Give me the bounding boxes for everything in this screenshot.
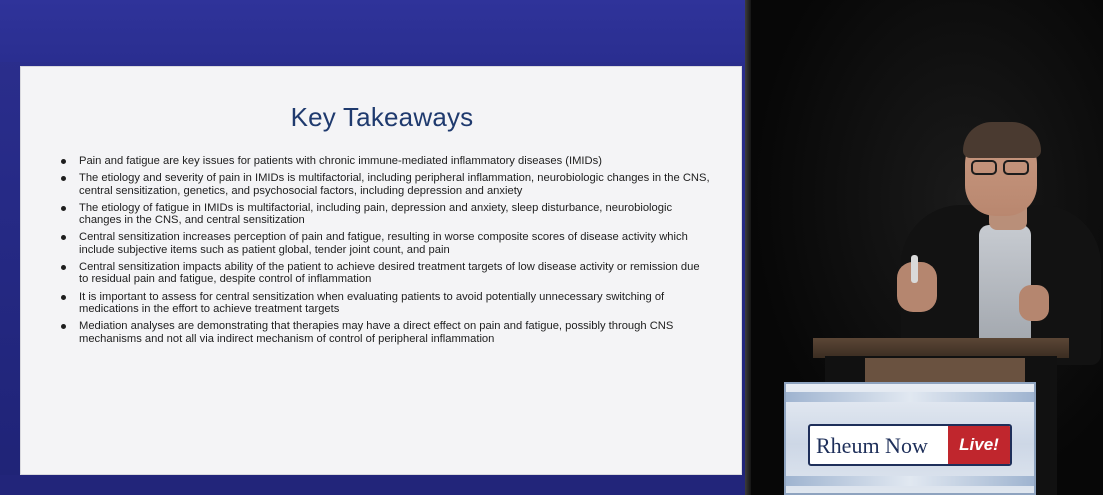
podium-top	[813, 338, 1069, 358]
takeaway-text: The etiology and severity of pain in IMIDs is multifactorial, including peripheral inflammation, neurobiologic changes in the CNS, central sensitization, genetics, and psychosocial factors, including depression and anxiety	[79, 172, 710, 197]
takeaway-text: Pain and fatigue are key issues for patients with chronic immune-mediated inflammatory diseases (IMIDs)	[79, 155, 602, 167]
rheum-now-live-logo	[808, 424, 1012, 466]
glasses-lens-left	[971, 160, 997, 175]
bullet-dot-icon	[61, 324, 66, 329]
takeaway-item	[61, 231, 711, 256]
logo-live-text: Live!	[948, 426, 1010, 464]
glasses-icon	[969, 160, 1031, 176]
sign-stripe	[786, 392, 1034, 402]
glasses-lens-right	[1003, 160, 1029, 175]
bullet-dot-icon	[61, 176, 66, 181]
logo-main-text: Rheum Now	[816, 433, 928, 458]
takeaways-list	[61, 155, 711, 350]
podium-sign	[784, 382, 1036, 495]
takeaway-text: Central sensitization increases perception of pain and fatigue, resulting in worse composite scores of disease activity which include subjective items such as patient global, tender joint count, and pain	[79, 231, 688, 256]
bullet-dot-icon	[61, 295, 66, 300]
slide-frame-top-band	[0, 0, 745, 62]
takeaway-text: It is important to assess for central sensitization when evaluating patients to avoid potentially unnecessary switching of medications in the effort to achieve treatment targets	[79, 290, 665, 315]
presentation-slide	[20, 66, 742, 475]
takeaway-text: Mediation analyses are demonstrating that therapies may have a direct effect on pain and fatigue, possibly through CNS mechanisms and not all via indirect mechanism of control of peripheral inflammation	[79, 320, 674, 345]
stage-camera-view	[751, 0, 1103, 495]
bullet-dot-icon	[61, 265, 66, 270]
bullet-dot-icon	[61, 159, 66, 164]
slide-frame-bottom-band	[0, 475, 745, 495]
takeaway-item	[61, 172, 711, 197]
takeaway-item	[61, 320, 711, 345]
takeaway-text: Central sensitization impacts ability of the patient to achieve desired treatment targets of low disease activity or remission due to residual pain and fatigue, despite control of inflammation	[79, 261, 700, 286]
takeaway-item	[61, 291, 711, 316]
bullet-dot-icon	[61, 206, 66, 211]
bullet-dot-icon	[61, 235, 66, 240]
takeaway-text: The etiology of fatigue in IMIDs is multifactorial, including pain, depression and anxiety, sleep disturbance, neurobiologic changes in the CNS, and central sensitization	[79, 201, 673, 227]
speaker-hair	[963, 122, 1041, 158]
speaker-hand-right	[1019, 285, 1049, 321]
takeaway-item	[61, 261, 711, 286]
takeaway-item	[61, 155, 711, 167]
presentation-clicker	[911, 255, 918, 283]
takeaway-item	[61, 202, 711, 227]
sign-stripe	[786, 476, 1034, 486]
slide-title: Key Takeaways	[290, 102, 474, 132]
